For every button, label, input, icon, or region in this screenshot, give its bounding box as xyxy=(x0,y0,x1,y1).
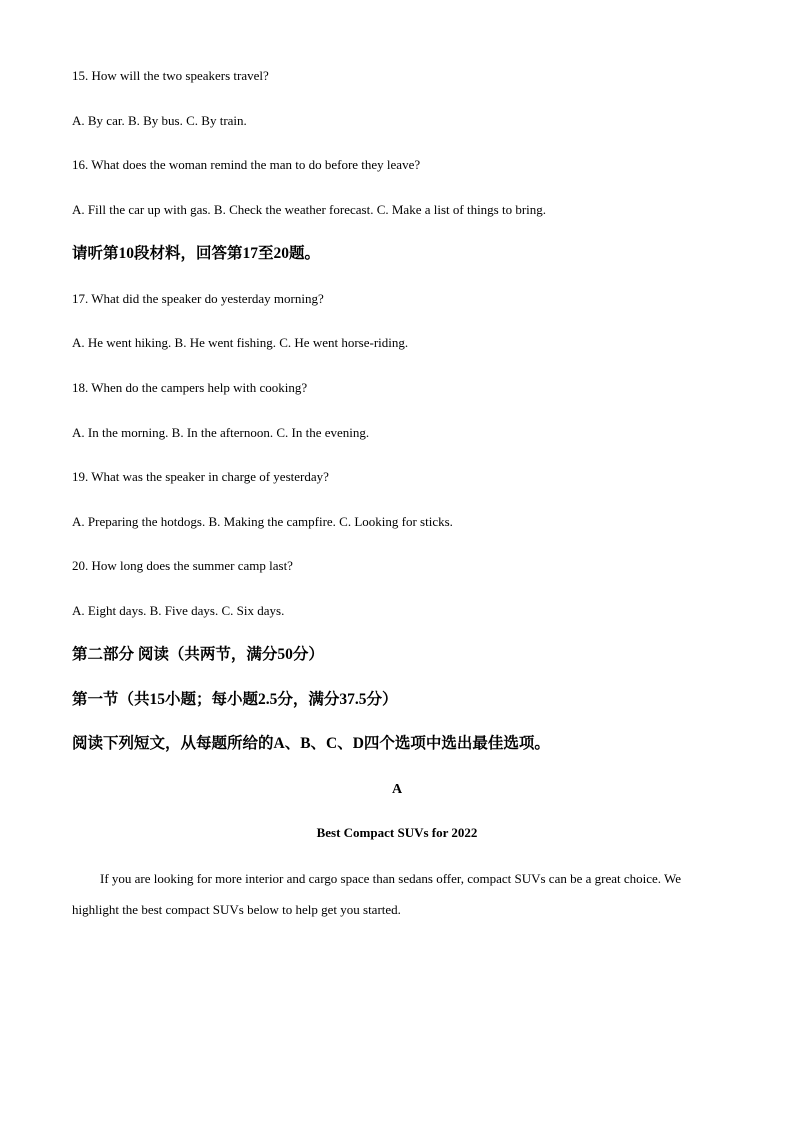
part-2-heading: 第二部分 阅读（共两节，满分50分） xyxy=(72,646,324,663)
question-16: 16. What does the woman remind the man to do before they leave? xyxy=(72,157,421,172)
reading-instruction: 阅读下列短文，从每题所给的A、B、C、D四个选项中选出最佳选项。 xyxy=(72,735,550,752)
question-20-options: A. Eight days. B. Five days. C. Six days. xyxy=(72,603,285,618)
question-18-options: A. In the morning. B. In the afternoon. C. In the evening. xyxy=(72,425,370,440)
question-17: 17. What did the speaker do yesterday morning? xyxy=(72,291,324,306)
section-10-instruction: 请听第10段材料，回答第17至20题。 xyxy=(72,245,321,262)
question-15: 15. How will the two speakers travel? xyxy=(72,68,269,83)
section-1-heading: 第一节（共15小题；每小题2.5分，满分37.5分） xyxy=(72,691,398,708)
passage-letter: A xyxy=(391,782,403,797)
passage-title: Best Compact SUVs for 2022 xyxy=(316,825,478,840)
question-20: 20. How long does the summer camp last? xyxy=(72,558,293,573)
question-19: 19. What was the speaker in charge of yesterday? xyxy=(72,469,329,484)
question-15-options: A. By car. B. By bus. C. By train. xyxy=(72,113,247,128)
question-18: 18. When do the campers help with cooking? xyxy=(72,380,308,395)
question-19-options: A. Preparing the hotdogs. B. Making the campfire. C. Looking for sticks. xyxy=(72,514,453,529)
question-17-options: A. He went hiking. B. He went fishing. C. He went horse-riding. xyxy=(72,335,409,350)
question-16-options: A. Fill the car up with gas. B. Check the weather forecast. C. Make a list of things to bring. xyxy=(72,202,547,217)
passage-paragraph: If you are looking for more interior and cargo space than sedans offer, compact SUVs can be a great choice. We highlight the best compact SUVs below to help get you started. xyxy=(72,871,682,917)
